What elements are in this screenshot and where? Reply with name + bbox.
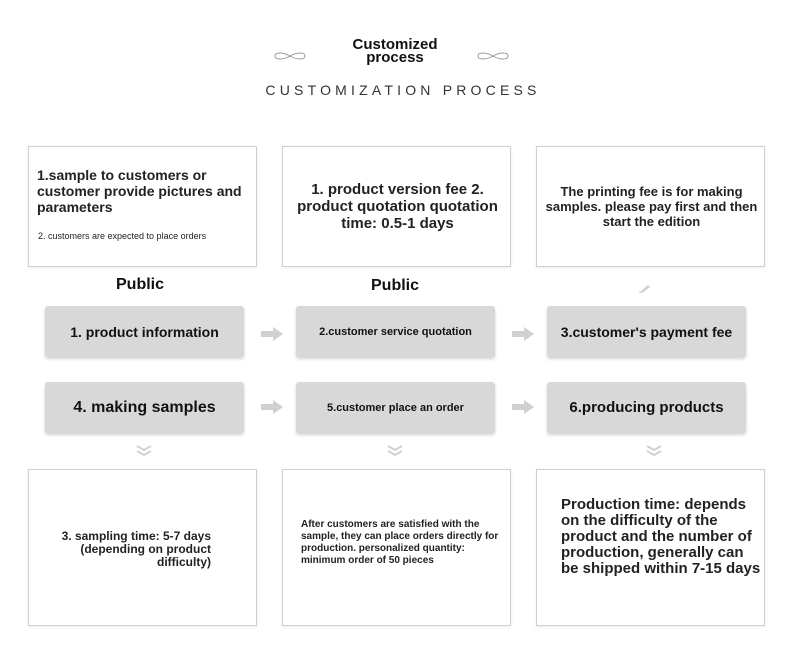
description-box-1-subtext: 2. customers are expected to place orders <box>38 231 207 241</box>
step-customer-payment-fee[interactable]: 3.customer's payment fee <box>547 306 746 357</box>
step-customer-place-order[interactable]: 5.customer place an order <box>296 382 495 433</box>
step-product-information[interactable]: 1. product information <box>45 306 244 357</box>
arrow-right-icon <box>511 326 535 342</box>
arrow-right-icon <box>260 399 284 415</box>
description-box-5 <box>282 469 511 626</box>
description-box-2-text: 1. product version fee 2. product quotation quotation time: 0.5-1 days <box>297 181 498 232</box>
arrow-right-icon <box>511 399 535 415</box>
page-title-line-2: process <box>366 49 424 66</box>
infinity-ornament-icon <box>476 50 510 62</box>
pen-icon <box>638 282 652 294</box>
double-chevron-down-icon <box>386 444 404 458</box>
public-label-1: Public <box>116 276 165 293</box>
description-box-4-text: 3. sampling time: 5-7 days (depending on product difficulty) <box>61 529 211 569</box>
page-title-line-1: Customized <box>352 36 438 53</box>
description-box-3-text: The printing fee is for making samples. please pay first and then start the edition <box>545 184 758 229</box>
description-box-1-text: 1.sample to customers or customer provide pictures and parameters <box>37 167 242 215</box>
description-box-1 <box>28 146 257 267</box>
description-box-4 <box>28 469 257 626</box>
step-customer-service-quotation[interactable]: 2.customer service quotation <box>296 306 495 357</box>
description-box-5-text: After customers are satisfied with the sample, they can place orders directly for production. personalized quantity: minimum order of 50 pieces <box>301 519 499 566</box>
double-chevron-down-icon <box>135 444 153 458</box>
page-title <box>320 38 470 64</box>
public-label-2: Public <box>371 277 420 294</box>
description-box-6-text: Production time: depends on the difficulty of the product and the number of production, generally can be shipped within 7-15 days <box>561 496 761 577</box>
page-subtitle: CUSTOMIZATION PROCESS <box>265 82 541 98</box>
description-box-6 <box>536 469 765 626</box>
arrow-right-icon <box>260 326 284 342</box>
infinity-ornament-icon <box>273 50 307 62</box>
step-producing-products[interactable]: 6.producing products <box>547 382 746 433</box>
description-box-3 <box>536 146 765 267</box>
double-chevron-down-icon <box>645 444 663 458</box>
step-making-samples[interactable]: 4. making samples <box>45 382 244 433</box>
description-box-2 <box>282 146 511 267</box>
